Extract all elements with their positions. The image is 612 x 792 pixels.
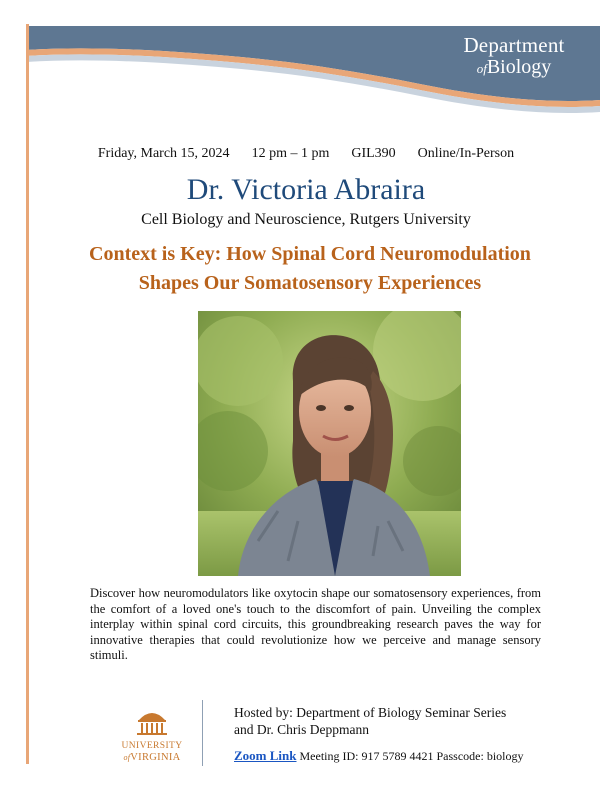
speaker-name: Dr. Victoria Abraira xyxy=(186,173,426,206)
university-of-virginia-logo xyxy=(112,706,192,763)
speaker-photo xyxy=(198,311,461,576)
event-details xyxy=(0,146,612,162)
uva-logo-line1: UNIVERSITY xyxy=(121,741,183,751)
dept-logo-line1: Department xyxy=(463,33,565,57)
event-mode: Online/In-Person xyxy=(417,146,515,161)
host-line2: and Dr. Chris Deppmann xyxy=(234,722,369,737)
left-accent-bar xyxy=(26,24,29,764)
host-line1: Hosted by: Department of Biology Seminar Series xyxy=(234,705,507,720)
dept-logo-of: of xyxy=(476,61,487,76)
zoom-link[interactable]: Zoom Link xyxy=(234,748,297,763)
speaker-affiliation: Cell Biology and Neuroscience, Rutgers University xyxy=(141,211,471,228)
event-room: GIL390 xyxy=(351,146,396,161)
talk-title-line2: Shapes Our Somatosensory Experiences xyxy=(138,272,482,294)
uva-logo-of: of xyxy=(123,753,131,762)
uva-logo-line2 xyxy=(112,752,192,763)
event-time: 12 pm – 1 pm xyxy=(251,146,330,161)
dept-logo-line2 xyxy=(454,56,574,80)
host-info xyxy=(234,704,564,738)
abstract-paragraph: Discover how neuromodulators like oxytocin shape our somatosensory experiences, from the comfort of a loved one's touch to the discomfort of pain. Unveiling the complex interplay within spinal cord circuits, this groundbreaking research paves the way for innovative therapies that could revolutionize how we perceive and manage sensory stimuli. xyxy=(90,586,541,662)
meeting-id-passcode: Meeting ID: 917 5789 4421 Passcode: biology xyxy=(299,749,524,763)
rotunda-icon xyxy=(135,706,169,736)
department-of-biology-logo xyxy=(454,34,574,80)
footer-divider xyxy=(202,700,203,766)
uva-logo-virginia: VIRGINIA xyxy=(130,752,181,763)
talk-title-line1: Context is Key: How Spinal Cord Neuromodulation xyxy=(89,243,531,265)
event-date: Friday, March 15, 2024 xyxy=(97,146,230,161)
zoom-info xyxy=(234,748,594,764)
talk-title xyxy=(30,240,590,298)
dept-logo-biology: Biology xyxy=(486,56,552,78)
